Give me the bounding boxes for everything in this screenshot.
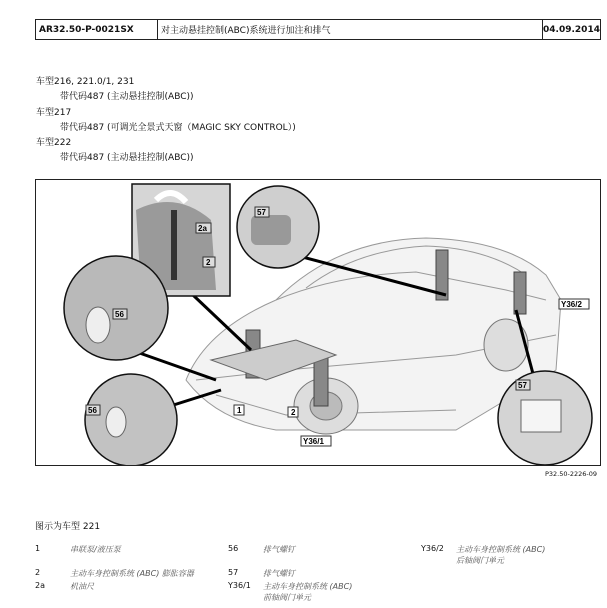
callout-y36-2: Y36/2: [561, 300, 582, 309]
doc-date: 04.09.2014: [542, 20, 600, 39]
callout-2: 2: [206, 258, 211, 267]
figure-code: P32.50-2226-09: [544, 470, 597, 478]
callout-57: 57: [257, 208, 266, 217]
doc-id: AR32.50-P-0021SX: [36, 20, 158, 39]
model-type: 车型217: [36, 107, 72, 118]
car-abc-illustration: [36, 180, 600, 465]
model-applicability: [36, 75, 296, 167]
callout-57: 57: [518, 381, 527, 390]
model-code: 带代码487 (主动悬挂控制(ABC)): [60, 153, 194, 164]
callout-2: 2: [291, 408, 296, 417]
model-type: 车型216, 221.0/1, 231: [36, 77, 135, 87]
model-code: 带代码487 (可调光全景式天窗（MAGIC SKY CONTROL）): [60, 122, 296, 133]
figure-caption: 图示为车型 221: [35, 522, 101, 532]
callout-56: 56: [115, 310, 124, 319]
figure-illustration: [35, 179, 601, 466]
model-type: 车型222: [36, 138, 72, 149]
document-header: [35, 19, 601, 40]
model-code: 带代码487 (主动悬挂控制(ABC)): [60, 92, 194, 103]
callout-56: 56: [88, 406, 97, 415]
callout-y36-1: Y36/1: [303, 437, 324, 446]
callout-1: 1: [237, 406, 242, 415]
callout-2a: 2a: [198, 224, 207, 233]
doc-title: 对主动悬挂控制(ABC)系统进行加注和排气: [161, 26, 331, 36]
